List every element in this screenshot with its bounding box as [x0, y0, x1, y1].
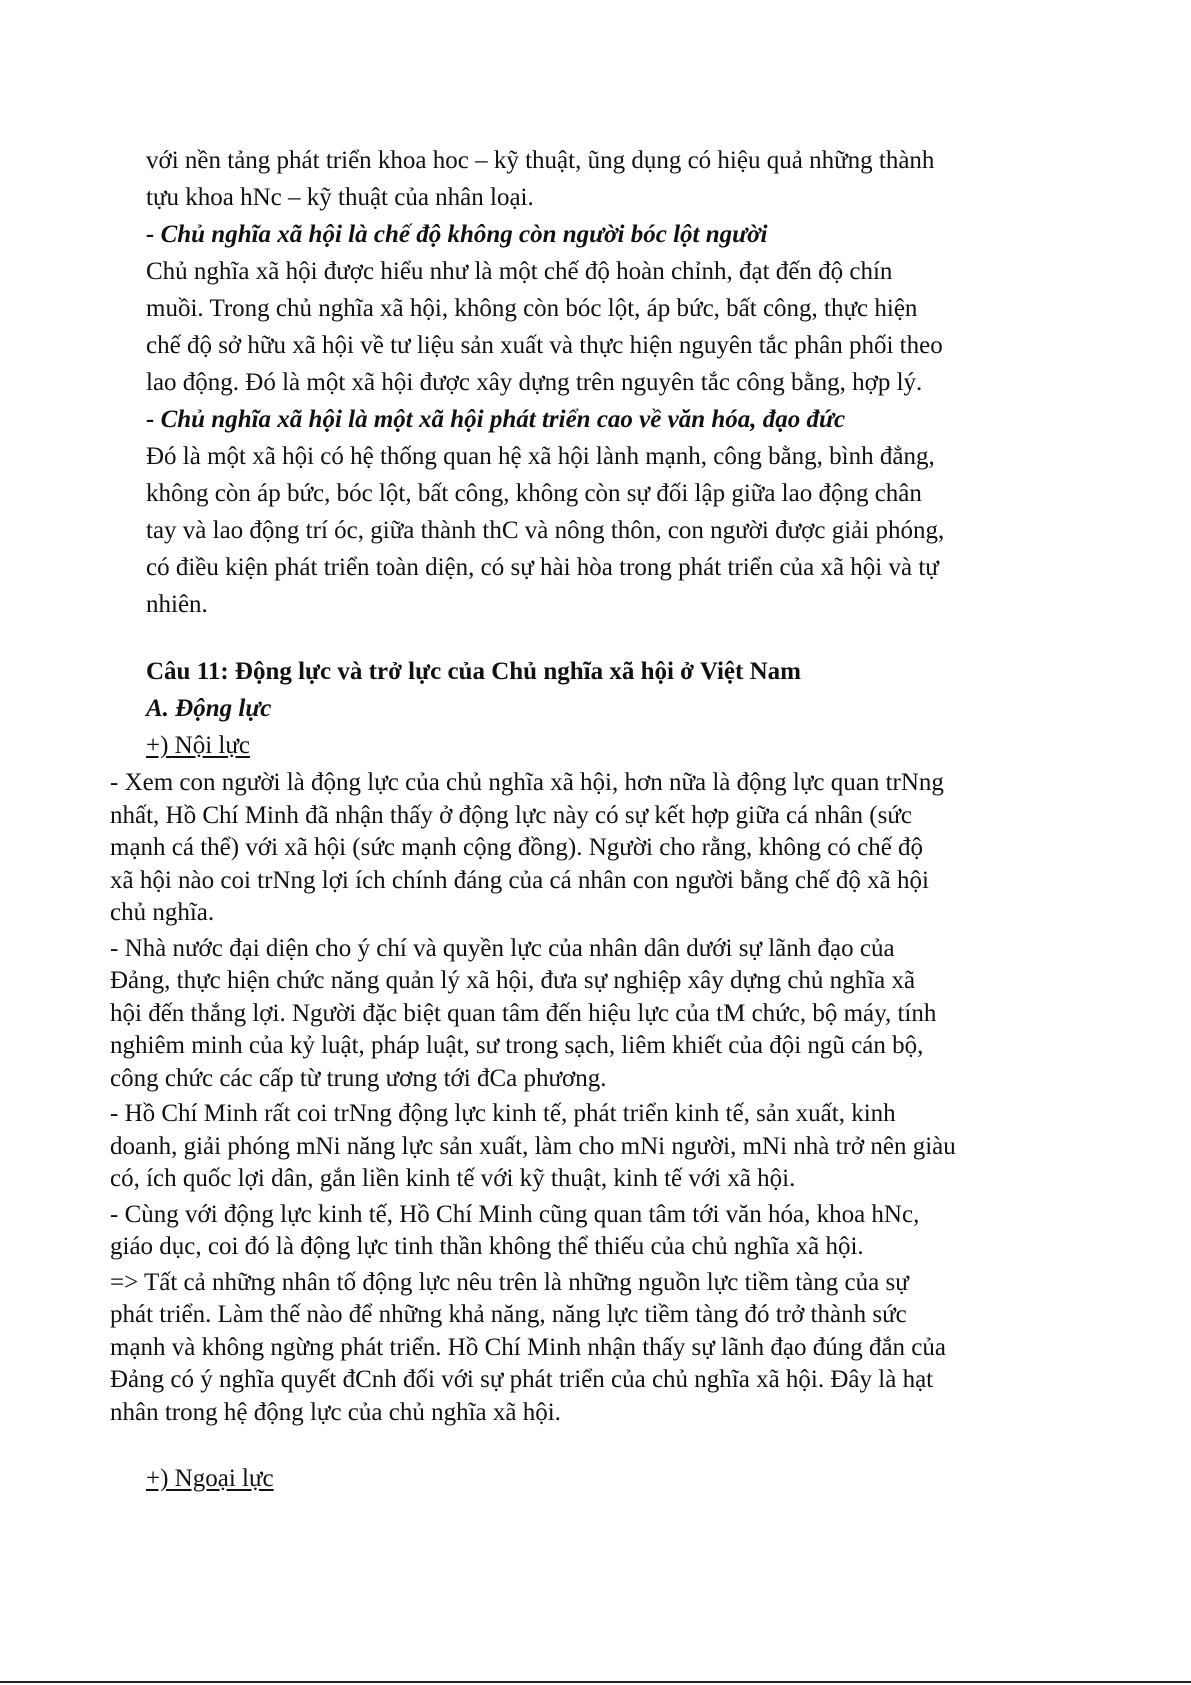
paragraph-line: mạnh cá thể) với xã hội (sức mạnh cộng đồng). Người cho rằng, không có chế độ [110, 834, 924, 861]
paragraph-line: giáo dục, coi đó là động lực tinh thần không thể thiếu của chủ nghĩa xã hội. [110, 1233, 864, 1260]
paragraph-line: xã hội nào coi trNng lợi ích chính đáng của cá nhân con người bằng chế độ xã hội [110, 866, 929, 894]
subheading-bold-italic: - Chủ nghĩa xã hội là một xã hội phát triển cao về văn hóa, đạo đức [146, 406, 846, 433]
paragraph-line: nghiêm minh của kỷ luật, pháp luật, sư trong sạch, liêm khiết của đội ngũ cán bộ, [110, 1032, 924, 1059]
question-heading: Câu 11: Động lực và trở lực của Chủ nghĩa xã hội ở Việt Nam [146, 658, 801, 685]
paragraph-line: - Xem con người là động lực của chủ nghĩa xã hội, hơn nữa là động lực quan trNng [110, 769, 944, 796]
paragraph-line: phát triển. Làm thế nào để những khả năng, năng lực tiềm tàng đó trở thành sức [110, 1301, 907, 1328]
body-line: lao động. Đó là một xã hội được xây dựng trên nguyên tắc công bằng, hợp lý. [146, 369, 923, 396]
body-line: Chủ nghĩa xã hội được hiểu như là một chế độ hoàn chỉnh, đạt đến độ chín [146, 258, 893, 285]
question-section-header [146, 653, 801, 764]
paragraph-line: - Hồ Chí Minh rất coi trNng động lực kinh tế, phát triển kinh tế, sản xuất, kinh [110, 1100, 896, 1127]
paragraph-line: => Tất cả những nhân tố động lực nêu trên là những nguồn lực tiềm tàng của sự [110, 1268, 909, 1296]
body-line: không còn áp bức, bóc lột, bất công, không còn sự đối lập giữa lao động chân [146, 480, 922, 507]
paragraph [110, 933, 956, 1096]
ngoai-luc-label: +) Ngoại lực [146, 1465, 274, 1492]
body-line: chế độ sở hữu xã hội về tư liệu sản xuất và thực hiện nguyên tắc phân phối theo [146, 332, 943, 359]
paragraph-line: nhất, Hồ Chí Minh đã nhận thấy ở động lực này có sự kết hợp giữa cá nhân (sức [110, 801, 913, 829]
paragraph-line: có, ích quốc lợi dân, gắn liền kinh tế với kỹ thuật, kinh tế với xã hội. [110, 1165, 796, 1192]
body-line: có điều kiện phát triển toàn diện, có sự hài hòa trong phát triển của xã hội và tự [146, 554, 939, 581]
page-bottom-rule [0, 1681, 1191, 1683]
paragraph-line: mạnh và không ngừng phát triển. Hồ Chí Minh nhận thấy sự lãnh đạo đúng đắn của [110, 1333, 946, 1361]
paragraph-line: - Nhà nước đại diện cho ý chí và quyền lực của nhân dân dưới sự lãnh đạo của [110, 934, 895, 962]
subheading-bold-italic: - Chủ nghĩa xã hội là chế độ không còn người bóc lột người [146, 221, 768, 248]
paragraph [110, 1098, 956, 1196]
body-line: Đó là một xã hội có hệ thống quan hệ xã hội lành mạnh, công bằng, bình đẳng, [146, 443, 935, 470]
ngoai-luc-section [146, 1460, 274, 1497]
noi-luc-label: +) Nội lực [146, 732, 251, 759]
paragraph-line: công chức các cấp từ trung ương tới đCa phương. [110, 1064, 607, 1092]
paragraph [110, 767, 956, 930]
paragraph-line: nhân trong hệ động lực của chủ nghĩa xã hội. [110, 1398, 561, 1426]
body-line: tay và lao động trí óc, giữa thành thC và nông thôn, con người được giải phóng, [146, 517, 945, 544]
paragraph [110, 1199, 956, 1264]
body-line: tựu khoa hNc – kỹ thuật của nhân loại. [146, 184, 534, 211]
paragraph-line: doanh, giải phóng mNi năng lực sản xuất, làm cho mNi người, mNi nhà trở nên giàu [110, 1132, 956, 1160]
paragraph-line: - Cùng với động lực kinh tế, Hồ Chí Minh cũng quan tâm tới văn hóa, khoa hNc, [110, 1200, 920, 1228]
body-line: với nền tảng phát triển khoa hoc – kỹ thuật, ũng dụng có hiệu quả những thành [146, 147, 935, 174]
paragraph-line: hội đến thắng lợi. Người đặc biệt quan tâm đến hiệu lực của tM chức, bộ máy, tính [110, 999, 937, 1027]
noi-luc-content [110, 767, 956, 1429]
paragraph-line: chủ nghĩa. [110, 899, 215, 926]
paragraph [110, 1267, 956, 1430]
body-line: nhiên. [146, 591, 208, 618]
body-line: muồi. Trong chủ nghĩa xã hội, không còn bóc lột, áp bức, bất công, thực hiện [146, 295, 918, 322]
section-a-heading: A. Động lực [146, 695, 272, 722]
intro-section [146, 142, 944, 623]
paragraph-line: Đảng, thực hiện chức năng quản lý xã hội, đưa sự nghiệp xây dựng chủ nghĩa xã [110, 967, 916, 994]
paragraph-line: Đảng có ý nghĩa quyết đCnh đối với sự phát triển của chủ nghĩa xã hội. Đây là hạt [110, 1366, 934, 1393]
